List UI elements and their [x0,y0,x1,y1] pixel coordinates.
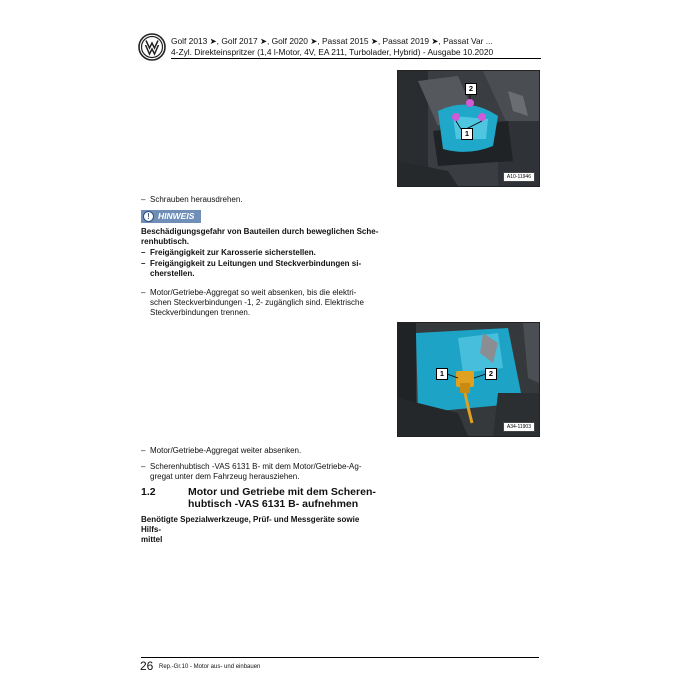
footer-rule [141,657,539,658]
step-item [141,446,381,456]
footer-chapter-text: Rep.-Gr.10 - Motor aus- und einbauen [159,664,261,670]
dash-bullet: – [141,446,146,455]
header-vehicle-line: Golf 2013 ➤, Golf 2017 ➤, Golf 2020 ➤, Passat 2015 ➤, Passat 2019 ➤, Passat Var ... [171,36,493,46]
hinweis-item-line: cherstellen. [150,269,195,278]
connector-photo [397,322,540,437]
step-item [141,288,381,318]
step-text: Schrauben herausdrehen. [150,195,243,204]
hinweis-item [141,259,381,279]
step-line: Motor/Getriebe-Aggregat so weit absenken, bis die elektri- [150,288,357,297]
step-line: Steckverbindungen trennen. [150,308,251,317]
hinweis-badge [141,210,201,223]
step-line: gregat unter dem Fahrzeug herausziehen. [150,472,300,481]
tools-heading-line: mittel [141,535,163,544]
exclamation-icon: ! [143,211,154,222]
hinweis-item-text [150,259,361,279]
dash-bullet: – [141,462,146,471]
section-number: 1.2 [141,486,156,498]
page-number: 26 [140,659,154,673]
step-line: schen Steckverbindungen -1, 2- zugänglich sind. Elektrische [150,298,364,307]
hinweis-item [141,248,381,258]
section-title-line: hubtisch -VAS 6131 B- aufnehmen [188,498,359,510]
callout-2: 2 [465,83,477,95]
engine-mount-photo [397,70,540,187]
callout-1: 1 [461,128,473,140]
section-title [188,486,378,510]
dash-bullet: – [141,288,146,297]
warning-text [141,227,381,247]
dash-bullet: – [141,248,146,257]
hinweis-item-text: Freigängigkeit zur Karosserie sicherstellen. [150,248,316,257]
header-engine-line: 4-Zyl. Direkteinspritzer (1,4 l-Motor, 4V, EA 211, Turbolader, Hybrid) - Ausgabe 10.2020 [171,47,494,57]
tools-heading [141,515,381,545]
dash-bullet: – [141,195,146,204]
step-item [141,462,381,482]
hinweis-item-line: Freigängigkeit zu Leitungen und Steckverbindungen si- [150,259,362,268]
callout-1: 1 [436,368,448,380]
vw-logo-icon [138,33,166,61]
warning-line: Beschädigungsgefahr von Bauteilen durch beweglichen Sche- [141,227,379,236]
header-rule [171,58,541,59]
tools-heading-line: Benötigte Spezialwerkzeuge, Prüf- und Messgeräte sowie Hilfs- [141,515,360,534]
step-text [150,288,364,318]
step-line: Scherenhubtisch -VAS 6131 B- mit dem Motor/Getriebe-Ag- [150,462,362,471]
dash-bullet: – [141,259,146,268]
hinweis-label: HINWEIS [158,211,195,221]
figure-id-label: A10-11946 [503,172,535,182]
warning-line: renhubtisch. [141,237,190,246]
figure-id-label: A34-11903 [503,422,535,432]
callout-2: 2 [485,368,497,380]
step-text: Motor/Getriebe-Aggregat weiter absenken. [150,446,302,455]
section-title-line: Motor und Getriebe mit dem Scheren- [188,486,376,498]
step-text [150,462,362,482]
step-item [141,195,381,205]
